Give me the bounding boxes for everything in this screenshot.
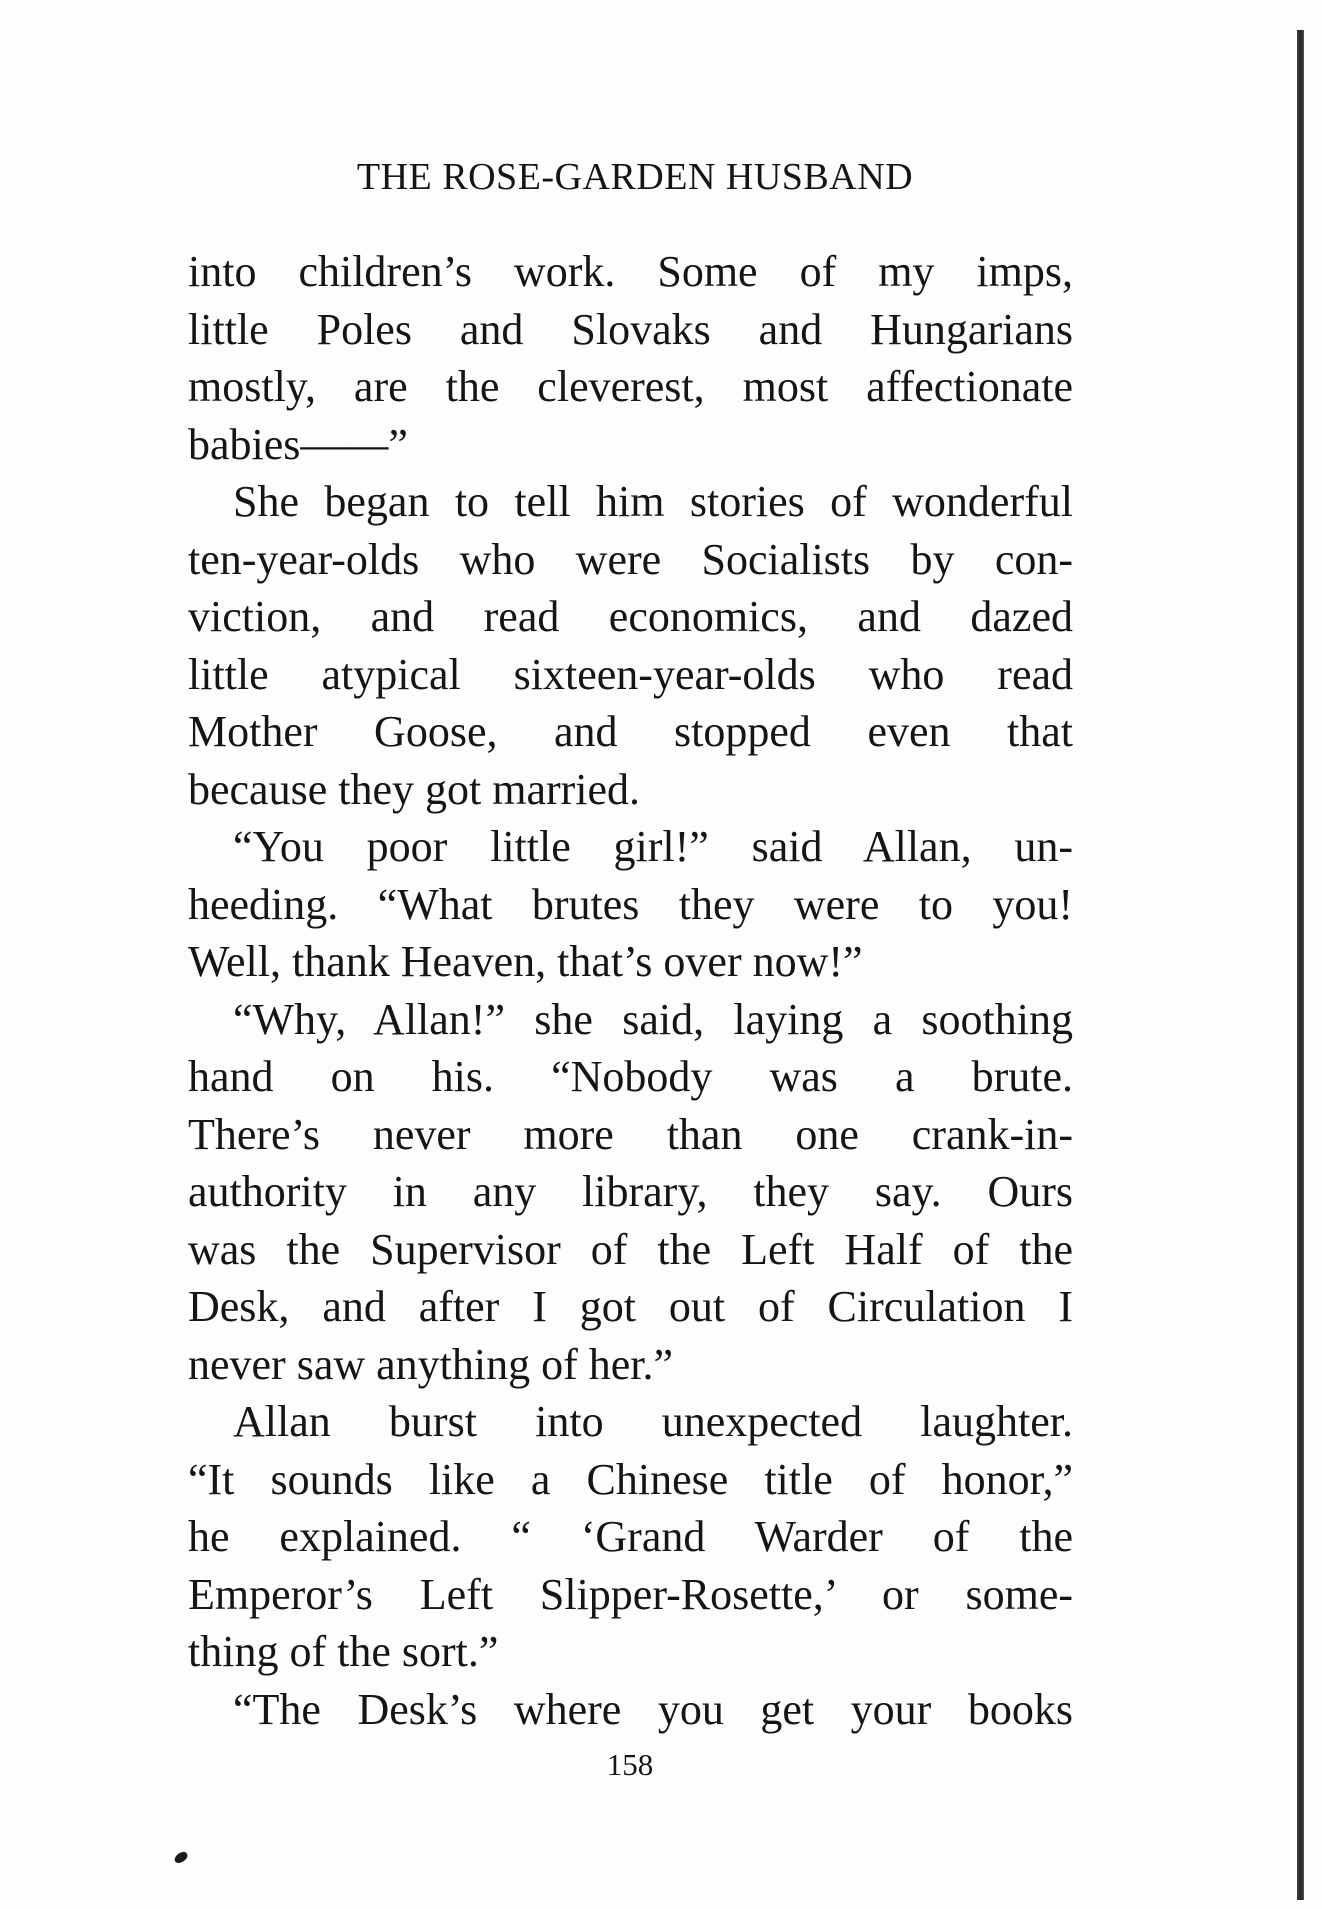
text-line: Allan burst into unexpected laughter.	[233, 1397, 1073, 1446]
text-line: Mother Goose, and stopped even that	[188, 707, 1073, 756]
text-line: “Why, Allan!” she said, laying a soothing	[233, 994, 1073, 1044]
text-line: ten-year-olds who were Socialists by con-	[188, 534, 1073, 584]
text-line: authority in any library, they say. Ours	[188, 1167, 1073, 1216]
text-line: little atypical sixteen-year-olds who read	[188, 649, 1073, 699]
text-line: There’s never more than one crank-in-	[188, 1109, 1073, 1159]
text-line: She began to tell him stories of wonderful	[233, 477, 1073, 526]
text-line: heeding. “What brutes they were to you!	[188, 879, 1073, 929]
text-line: “The Desk’s where you get your books	[233, 1684, 1073, 1734]
text-line: mostly, are the cleverest, most affectionate	[188, 362, 1073, 411]
ink-blot-mark	[173, 1850, 190, 1865]
page-edge-shadow	[1297, 30, 1304, 1900]
text-line: babies——”	[188, 419, 408, 469]
text-line: was the Supervisor of the Left Half of the	[188, 1224, 1073, 1274]
text-line: because they got married.	[188, 764, 641, 814]
page-number: 158	[606, 1747, 654, 1782]
text-line: Desk, and after I got out of Circulation I	[188, 1282, 1073, 1331]
body-text	[188, 243, 1073, 1738]
text-line: “You poor little girl!” said Allan, un-	[233, 822, 1073, 871]
text-line: “It sounds like a Chinese title of honor,”	[188, 1454, 1073, 1504]
text-line: Emperor’s Left Slipper-Rosette,’ or some-	[188, 1569, 1073, 1619]
text-line: into children’s work. Some of my imps,	[188, 247, 1073, 296]
text-line: Well, thank Heaven, that’s over now!”	[188, 937, 863, 986]
text-line: he explained. “ ‘Grand Warder of the	[188, 1512, 1073, 1561]
text-line: little Poles and Slovaks and Hungarians	[188, 304, 1073, 354]
text-line: hand on his. “Nobody was a brute.	[188, 1052, 1073, 1101]
text-line: thing of the sort.”	[188, 1627, 499, 1676]
text-line: viction, and read economics, and dazed	[188, 592, 1073, 641]
running-head: THE ROSE-GARDEN HUSBAND	[356, 156, 914, 198]
text-line: never saw anything of her.”	[188, 1339, 674, 1389]
